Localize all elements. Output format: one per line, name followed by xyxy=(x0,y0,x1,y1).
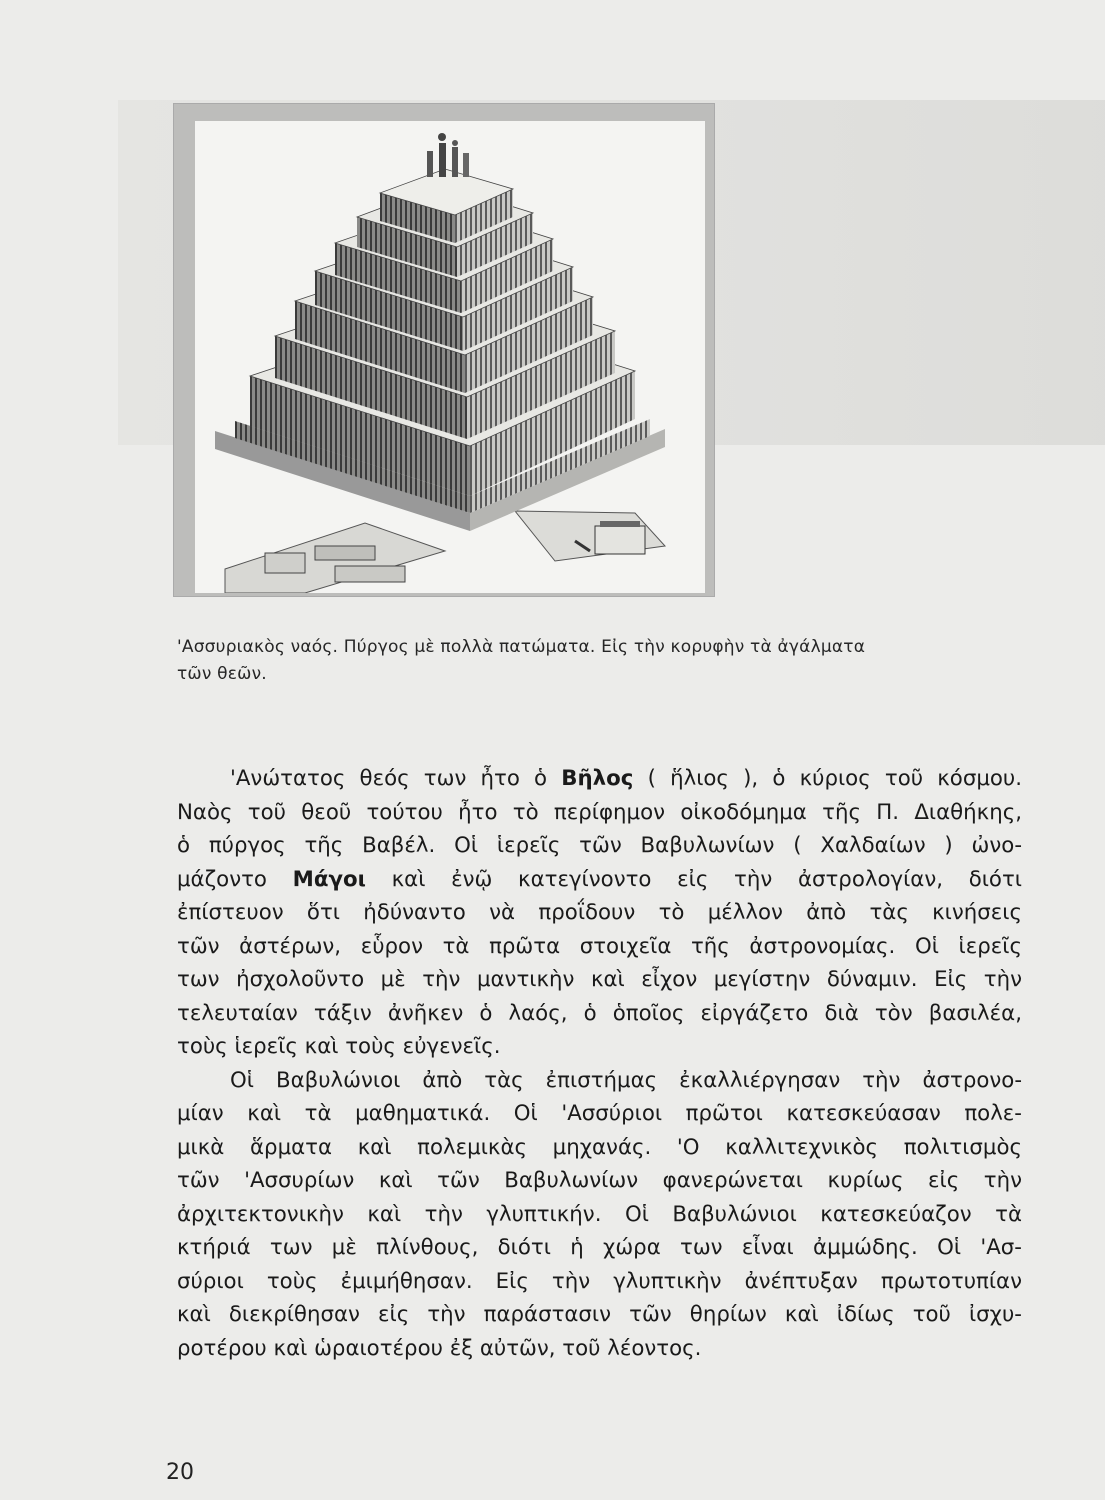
paragraph-1 xyxy=(177,762,1022,1064)
p2-line-1: Οἱ Βαβυλώνιοι ἀπὸ τὰς ἐπιστήμας ἐκαλλιέργησαν τὴν ἀστρονο- xyxy=(230,1067,1022,1093)
p2-line-5: ἀρχιτεκτονικὴν καὶ τὴν γλυπτικήν. Οἱ Βαβυλώνιοι κατεσκεύαζον τὰ xyxy=(177,1201,1022,1227)
p2-line-9: ροτέρου καὶ ὡραιοτέρου ἐξ αὐτῶν, τοῦ λέοντος. xyxy=(177,1335,702,1361)
p1-line-6: τῶν ἀστέρων, εὗρον τὰ πρῶτα στοιχεῖα τῆς ἀστρονομίας. Οἱ ἱερεῖς xyxy=(177,933,1022,959)
p2-line-3: μικὰ ἅρματα καὶ πολεμικὰς μηχανάς. 'Ο καλλιτεχνικὸς πολιτισμὸς xyxy=(177,1134,1022,1160)
p2-line-2: μίαν καὶ τὰ μαθηματικά. Οἱ 'Ασσύριοι πρῶτοι κατεσκεύασαν πολε- xyxy=(177,1101,1022,1126)
page-number: 20 xyxy=(166,1460,194,1485)
term-magoi: Μάγοι xyxy=(292,866,366,892)
body-text xyxy=(177,762,1022,1365)
caption-line-2: τῶν θεῶν. xyxy=(177,664,267,684)
figure-caption xyxy=(177,634,997,688)
p2-line-8: καὶ διεκρίθησαν εἰς τὴν παράστασιν τῶν θηρίων καὶ ἰδίως τοῦ ἰσχυ- xyxy=(177,1302,1022,1327)
p1-line-1-end: ( ἥλιος ), ὁ κύριος τοῦ κόσμου. xyxy=(633,766,1022,791)
p2-line-4: τῶν 'Ασσυρίων καὶ τῶν Βαβυλωνίων φανερώνεται κυρίως εἰς τὴν xyxy=(177,1168,1022,1193)
ziggurat-tiers xyxy=(215,169,665,531)
p1-line-1 xyxy=(177,762,1022,796)
p1-line-9: τοὺς ἱερεῖς καὶ τοὺς εὐγενεῖς. xyxy=(177,1034,501,1059)
p1-line-2: Ναὸς τοῦ θεοῦ τούτου ἦτο τὸ περίφημον οἰκοδόμημα τῆς Π. Διαθήκης, xyxy=(177,799,1022,825)
p1-line-4-end: καὶ ἐνῷ κατεγίνοντο εἰς τὴν ἀστρολογίαν, διότι xyxy=(365,866,1022,892)
figure-frame xyxy=(173,103,715,597)
ziggurat-illustration xyxy=(195,121,705,593)
p1-line-4 xyxy=(177,863,1022,897)
paragraph-2 xyxy=(177,1064,1022,1366)
term-belos: Βῆλος xyxy=(561,766,634,791)
p1-line-7: των ἠσχολοῦντο μὲ τὴν μαντικὴν καὶ εἶχον μεγίστην δύναμιν. Εἰς τὴν xyxy=(177,967,1022,992)
caption-line-1: 'Ασσυριακὸς ναός. Πύργος μὲ πολλὰ πατώματα. Εἰς τὴν κορυφὴν τὰ ἀγάλματα xyxy=(177,637,866,657)
p1-line-3: ὁ πύργος τῆς Βαβέλ. Οἱ ἱερεῖς τῶν Βαβυλωνίων ( Χαλδαίων ) ὠνο- xyxy=(177,833,1022,858)
p1-line-8: τελευταίαν τάξιν ἀνῆκεν ὁ λαός, ὁ ὁποῖος εἰργάζετο διὰ τὸν βασιλέα, xyxy=(177,1000,1022,1026)
p1-line-1-start: 'Ανώτατος θεός των ἦτο ὁ xyxy=(230,766,562,791)
p2-line-6: κτήριά των μὲ πλίνθους, διότι ἡ χώρα των εἶναι ἀμμώδης. Οἱ 'Ασ- xyxy=(177,1235,1022,1260)
ground-buildings xyxy=(225,511,665,593)
p2-line-7: σύριοι τοὺς ἐμιμήθησαν. Εἰς τὴν γλυπτικὴν ἀνέπτυξαν πρωτοτυπίαν xyxy=(177,1268,1022,1294)
p1-line-5: ἐπίστευον ὅτι ἠδύναντο νὰ προΐδουν τὸ μέλλον ἀπὸ τὰς κινήσεις xyxy=(177,900,1022,925)
p1-line-4-start: μάζοντο xyxy=(177,866,293,892)
ziggurat-drawing xyxy=(195,121,705,593)
